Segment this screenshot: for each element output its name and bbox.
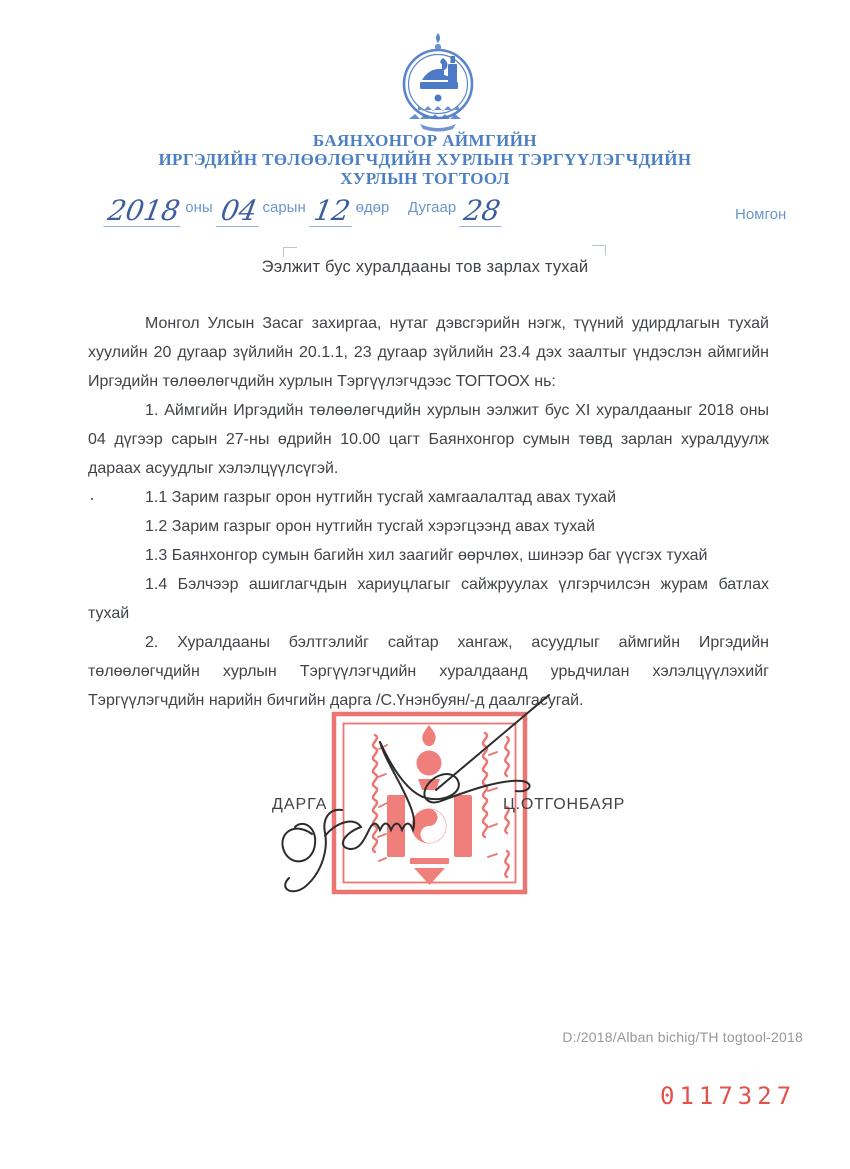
number-label: Дугаар [408, 199, 457, 216]
org-name-line2: ИРГЭДИЙН ТӨЛӨӨЛӨГЧДИЙН ХУРЛЫН ТЭРГҮҮЛЭГЧДИЙН [158, 150, 692, 169]
doc-type-line: ХУРЛЫН ТОГТООЛ [340, 169, 510, 188]
org-header [0, 131, 850, 188]
subclause-1-1: 1.1 Зарим газрыг орон нутгийн тусгай хамгаалалтад авах тухай [145, 489, 617, 506]
clause-2-paragraph: 2. Хуралдааны бэлтгэлийг сайтар хангаж, асуудлыг аймгийн Иргэдийн төлөөлөгчдийн хурлын Тэргүүлэгчдийн хуралдаанд урьдчилан хэлэлцүүлэхийг Тэргүүлэгчдийн нарийн бичгийн дарга /С.Үнэнбуян/-д даалгасугай. [88, 634, 769, 709]
day-label: өдөр [355, 199, 390, 216]
subclause-1-2: 1.2 Зарим газрыг орон нутгийн тусгай хэрэгцээнд авах тухай [145, 518, 595, 535]
date-year-handwritten: 2018 [103, 197, 186, 227]
clause-1-paragraph: 1. Аймгийн Иргэдийн төлөөлөгчдийн хурлын ээлжит бус XI хуралдааныг 2018 оны 04 дүгээр сарын 27-ны өдрийн 10.00 цагт Баянхонгор сумын төвд зарлан хуралдуулж дараах асуудлыг хэлэлцүүлсүгэй. [88, 402, 769, 477]
subclause-1-4: 1.4 Бэлчээр ашиглагчдын хариуцлагыг сайжруулах үлгэрчилсэн журам батлах тухай [88, 576, 769, 622]
preamble-paragraph: Монгол Улсын Засаг захиргаа, нутаг дэвсгэрийн нэгж, түүний удирдлагын тухай хуулийн 20 дугаар зүйлийн 20.1.1, 23 дугаар зүйлийн 23.4 дэх заалтыг үндэслэн аймгийн Иргэдийн төлөөлөгчдийн хурлын Тэргүүлэгчдээс ТОГТООХ нь: [88, 315, 769, 390]
stray-scan-dot: · [89, 488, 95, 508]
crop-mark-top-right [592, 245, 606, 255]
year-label: оны [185, 199, 213, 216]
date-month-handwritten: 04 [216, 197, 263, 227]
date-day-handwritten: 12 [309, 197, 356, 227]
body-text [88, 309, 769, 715]
serial-number-stamp: 0117327 [660, 1082, 797, 1110]
signer-role-label: ДАРГА [272, 796, 328, 813]
doc-number-handwritten: 28 [460, 197, 507, 227]
signer-name: Ц.ОТГОНБАЯР [503, 796, 626, 813]
doc-title: Ээлжит бус хуралдааны тов зарлах тухай [261, 258, 589, 276]
org-name-line1: БАЯНХОНГОР АЙМГИЙН [312, 131, 538, 150]
doc-number-group [408, 194, 506, 227]
crop-mark-top-left [283, 247, 297, 257]
ink-signature-icon [268, 686, 568, 901]
dateline [0, 194, 850, 239]
file-path-note: D:/2018/Alban bichig/TH togtool-2018 [562, 1029, 803, 1045]
aimag-emblem-icon [398, 32, 478, 132]
place-name: Номгон [735, 206, 787, 223]
date-group [104, 194, 390, 227]
subclause-1-3: 1.3 Баянхонгор сумын багийн хил заагийг өөрчлөх, шинээр баг үүсгэх тухай [145, 547, 708, 564]
month-label: сарын [262, 199, 306, 216]
